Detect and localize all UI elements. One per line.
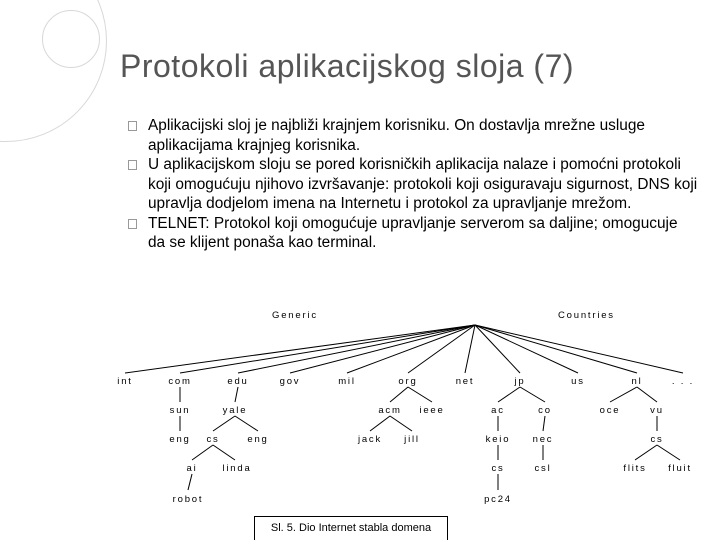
node-org: org	[398, 376, 418, 387]
node-edu: edu	[227, 376, 249, 387]
figure-caption: Sl. 5. Dio Internet stabla domena	[254, 516, 448, 540]
node-jack: jack	[357, 434, 383, 445]
node-cs: cs	[491, 463, 505, 474]
node-vu: vu	[650, 405, 664, 416]
node-nl: nl	[631, 376, 643, 387]
node-fluit: fluit	[668, 463, 692, 474]
node-oce: oce	[599, 405, 621, 416]
node-jp: jp	[514, 376, 526, 387]
node-mil: mil	[338, 376, 356, 387]
node-ai: ai	[186, 463, 198, 474]
node-com: com	[168, 376, 192, 387]
node-ieee: ieee	[419, 405, 445, 416]
node-eng: eng	[247, 434, 269, 445]
node-yale: yale	[222, 405, 248, 416]
node-sun: sun	[169, 405, 191, 416]
node-cs: cs	[206, 434, 220, 445]
node-flits: flits	[623, 463, 647, 474]
bullet-text: U aplikacijskom sloju se pored korisničkih aplikacija nalaze i pomoćni protokoli koji omogućuju njihovo izvršavanje: protokoli koji osiguravaju sigurnost, DNS koji upravlja dodjelom imena na Internetu i protokol za upravljanje mrežom.	[148, 156, 698, 212]
node-keio: keio	[485, 434, 511, 445]
node-eng: eng	[169, 434, 191, 445]
node-pc24: pc24	[484, 494, 512, 505]
tree-nodes	[117, 376, 694, 505]
node-jill: jill	[404, 434, 420, 445]
node-more: . . .	[671, 376, 695, 387]
bullet-text: TELNET: Protokol koji omogućuje upravljanje serverom sa daljine; omogucuje da se klijent ponaša kao terminal.	[148, 214, 678, 251]
node-robot: robot	[172, 494, 204, 505]
group-label-generic: Generic	[272, 310, 318, 321]
node-linda: linda	[222, 463, 252, 474]
node-int: int	[117, 376, 133, 387]
node-gov: gov	[279, 376, 301, 387]
node-cs: cs	[650, 434, 664, 445]
node-ac: ac	[491, 405, 505, 416]
node-us: us	[571, 376, 585, 387]
node-co: co	[538, 405, 552, 416]
node-net: net	[455, 376, 475, 387]
node-nec: nec	[532, 434, 554, 445]
slide-title: Protokoli aplikacijskog sloja (7)	[120, 48, 575, 84]
bullet-text: Aplikacijski sloj je najbliži krajnjem korisniku. On dostavlja mrežne usluge aplikacijama krajnjeg korisnika.	[148, 117, 645, 154]
group-label-countries: Countries	[558, 310, 615, 321]
node-csl: csl	[534, 463, 552, 474]
node-acm: acm	[378, 405, 402, 416]
